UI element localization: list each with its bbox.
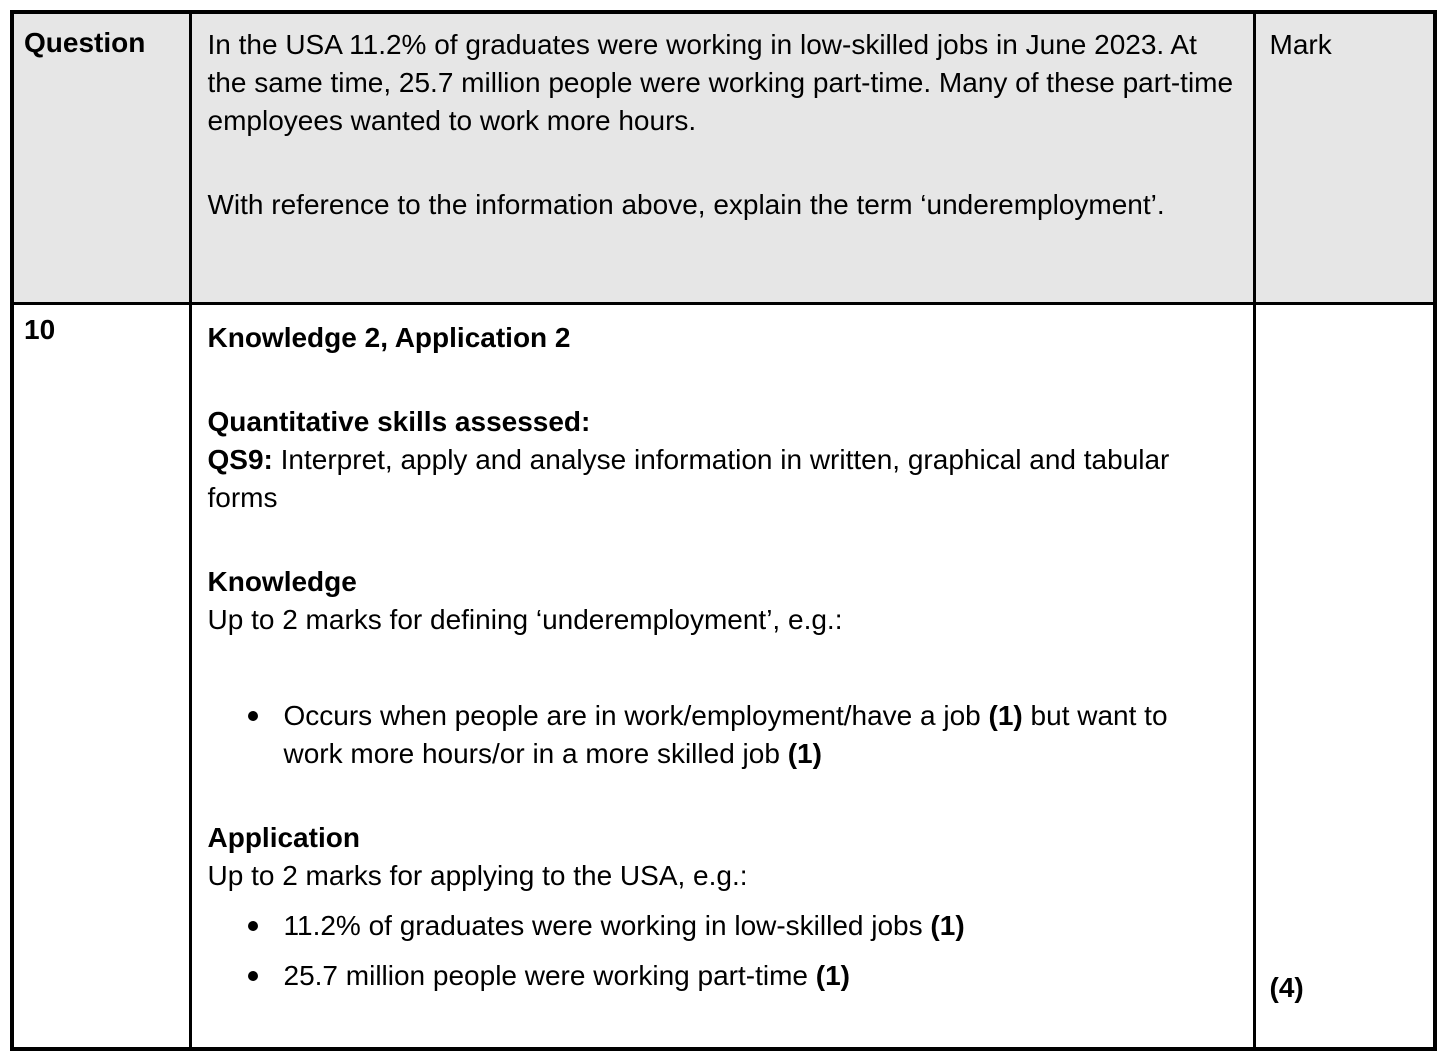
content-text: Occurs when people are in work/employment/have a job xyxy=(283,699,989,731)
bullet-text xyxy=(284,957,1233,995)
spacer-line xyxy=(208,357,1233,403)
content-line xyxy=(208,857,1233,895)
mark-point-bold-text: Application xyxy=(207,821,360,853)
spacer-line xyxy=(208,639,1233,685)
content-line xyxy=(208,563,1233,601)
mark-point-bold-text: (1) xyxy=(787,737,822,769)
answer-content-cell xyxy=(190,303,1254,1049)
question-number-cell xyxy=(12,303,190,1049)
bullet-text xyxy=(284,907,1233,945)
bullet-text xyxy=(284,697,1233,773)
content-line xyxy=(208,319,1233,357)
mark-point-bold-text: (1) xyxy=(988,699,1023,731)
content-text: 11.2% of graduates were working in low-skilled jobs xyxy=(283,909,931,941)
paragraph-spacer xyxy=(208,140,1235,186)
mark-value-cell xyxy=(1254,303,1435,1049)
mark-point-bold-text: Knowledge xyxy=(207,565,357,597)
bullet-item xyxy=(208,907,1233,945)
bullet-icon xyxy=(248,921,258,931)
mark-value: (4) xyxy=(1269,972,1304,1003)
content-text: but want to work more hours/or in a more skilled job xyxy=(283,699,1168,769)
question-number: 10 xyxy=(24,313,56,345)
question-label-cell xyxy=(12,12,190,303)
mark-point-bold-text: (1) xyxy=(930,909,965,941)
question-header-row xyxy=(12,12,1435,303)
question-paragraph: With reference to the information above, explain the term ‘underemployment’. xyxy=(207,189,1165,220)
bullet-item xyxy=(208,957,1233,995)
content-line xyxy=(208,441,1233,517)
answer-content xyxy=(208,319,1233,995)
mark-point-bold-text: Knowledge 2, Application 2 xyxy=(207,321,571,353)
content-text: 25.7 million people were working part-time xyxy=(283,959,816,991)
mark-point-bold-text: QS9: xyxy=(207,443,273,475)
question-text-cell xyxy=(190,12,1254,303)
spacer-line xyxy=(208,517,1233,563)
mark-label: Mark xyxy=(1269,29,1332,60)
spacer-line xyxy=(208,773,1233,819)
answer-row xyxy=(12,303,1435,1049)
question-paragraph: In the USA 11.2% of graduates were working in low-skilled jobs in June 2023. At the same time, 25.7 million people were working part-time. Many of these part-time employees wanted to work more hours. xyxy=(207,29,1234,136)
bullet-item xyxy=(208,697,1233,773)
content-text: Up to 2 marks for defining ‘underemployment’, e.g.: xyxy=(207,603,843,635)
bullet-icon xyxy=(248,971,258,981)
content-line xyxy=(208,403,1233,441)
mark-point-bold-text: (1) xyxy=(815,959,850,991)
mark-scheme-table xyxy=(10,10,1437,1051)
question-text xyxy=(208,26,1235,224)
bullet-icon xyxy=(248,711,258,721)
question-label: Question xyxy=(24,27,146,58)
mark-label-cell xyxy=(1254,12,1435,303)
content-text: Interpret, apply and analyse information in written, graphical and tabular forms xyxy=(207,443,1170,513)
content-line xyxy=(208,601,1233,639)
content-text: Up to 2 marks for applying to the USA, e.g.: xyxy=(207,859,748,891)
mark-point-bold-text: Quantitative skills assessed: xyxy=(207,405,591,437)
content-line xyxy=(208,819,1233,857)
